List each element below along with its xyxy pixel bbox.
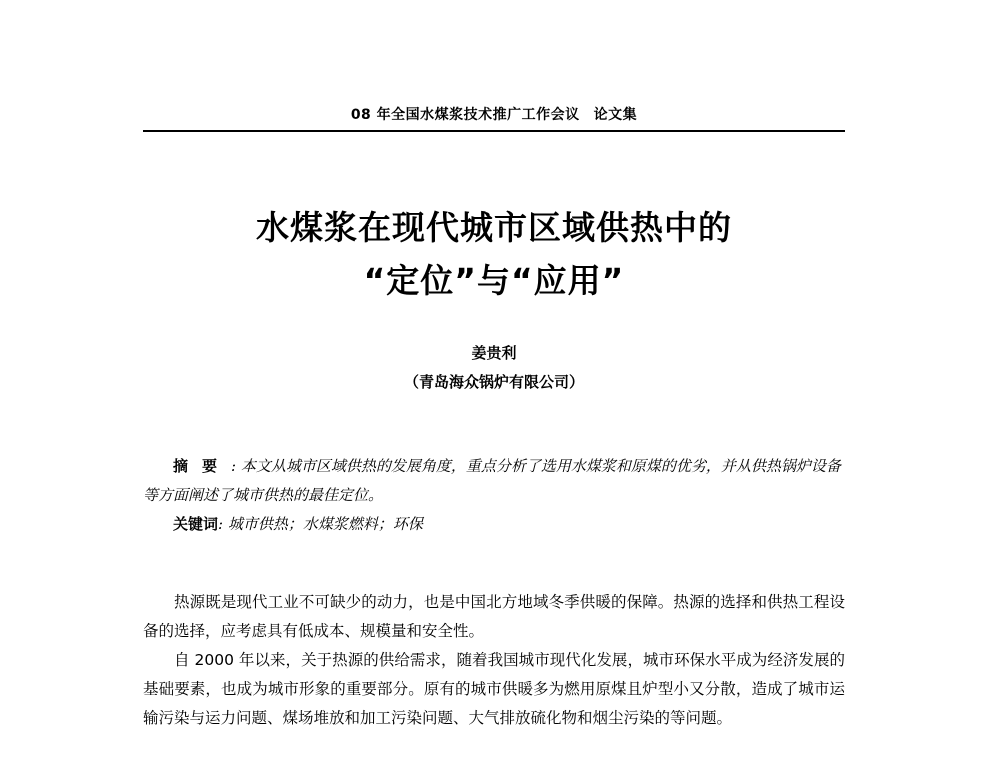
keywords-label: 关键词 [173, 515, 219, 533]
running-header [143, 104, 845, 124]
collection-label: 论文集 [593, 107, 638, 123]
header-rule [143, 130, 845, 132]
abstract-text: 本文从城市区域供热的发展角度，重点分析了选用水煤浆和原煤的优劣，并从供热锅炉设备等方面阐述了城市供热的最佳定位。 [143, 457, 841, 504]
author-affiliation: （青岛海众锅炉有限公司） [403, 373, 584, 391]
abstract: 摘要: 本文从城市区域供热的发展角度，重点分析了选用水煤浆和原煤的优劣，并从供热锅炉设备等方面阐述了城市供热的最佳定位。 [143, 457, 841, 504]
author-name: 姜贵利 [471, 344, 517, 362]
conference-name: 08 年全国水煤浆技术推广工作会议 [350, 107, 580, 123]
abstract-label: 摘要 [173, 457, 232, 475]
paper-title-line-1: 水煤浆在现代城市区域供热中的 [256, 208, 732, 247]
body-text [143, 588, 845, 733]
body-paragraph: 热源既是现代工业不可缺少的动力，也是中国北方地域冬季供暖的保障。热源的选择和供热工程设备的选择，应考虑具有低成本、规模量和安全性。 [143, 593, 845, 640]
paper-title-line-2: “定位”与“应用” [363, 261, 625, 300]
keywords: 关键词: 城市供热；水煤浆燃料；环保 [173, 515, 423, 533]
keywords-text: 城市供热；水煤浆燃料；环保 [227, 515, 423, 533]
body-paragraph: 自 2000 年以来，关于热源的供给需求，随着我国城市现代化发展，城市环保水平成为经济发展的基础要素，也成为城市形象的重要部分。原有的城市供暖多为燃用原煤且炉型小又分散，造成了城市运输污染与运力问题、煤场堆放和加工污染问题、大气排放硫化物和烟尘污染的等问题。 [143, 651, 845, 727]
